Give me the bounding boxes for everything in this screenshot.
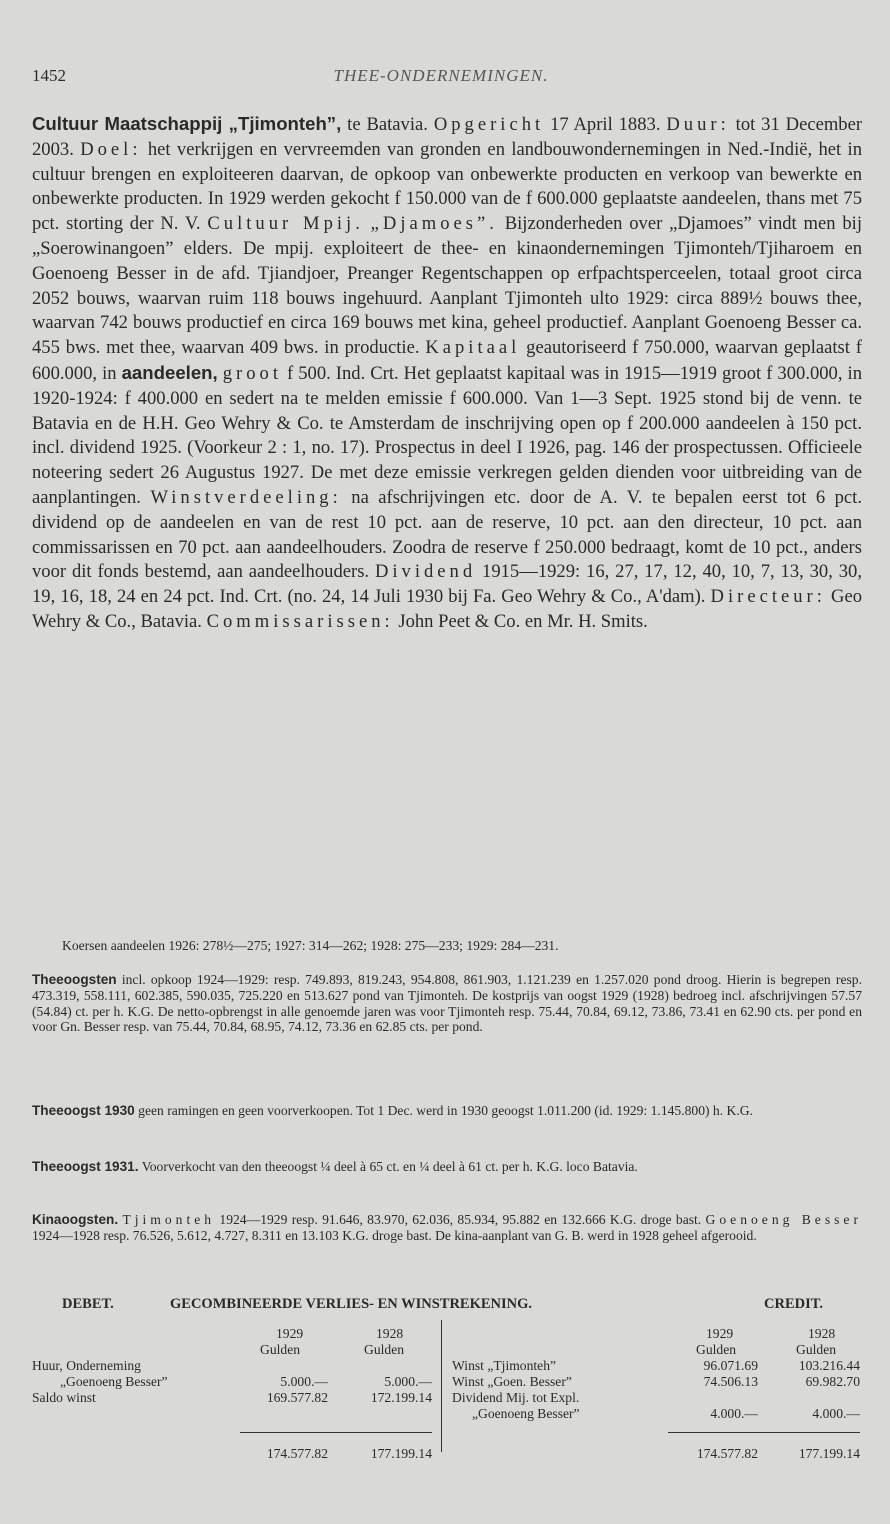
debet-label: DEBET. [62,1296,114,1312]
details-text: Bijzonderheden over „Djamoes” vindt men bij „Soerowinangoen” elders. De mpij. exploiteert de thee- en kinaondernemingen Tjimonteh/Tjiharoem en Goenoeng Besser in de afd. Tjiandjoer, Preanger Regentschappen op erfpachtsperceelen, totaal groot circa 2052 bouws, waarvan ruim 118 bouws ingehuurd. Aanplant Tjimonteh ulto 1929: circa 889½ bouws thee, waarvan 742 bouws productief en circa 169 bouws met kina, geheel productief. Aanplant Goenoeng Besser ca. 455 bws. met thee, waarvan 409 bws. in productie. [32,213,862,359]
kinaoogsten-label: Kinaoogsten. [32,1212,119,1227]
page-header [32,66,850,90]
right-row-1928: 4.000.— [812,1406,860,1421]
winstverdeeling-label: Winstverdeeling: [150,486,342,508]
company-description [32,112,862,635]
theeoogst-1931-text: Voorverkocht van den theeoogst ¼ deel à 65 ct. en ¼ deel à 61 ct. per h. K.G. loco Batavia. [141,1159,638,1174]
credit-label: CREDIT. [764,1296,823,1312]
right-row-label: Dividend Mij. tot Expl. [452,1390,580,1405]
left-row-1928: 5.000.— [384,1374,432,1389]
dividend-label: Dividend [374,561,477,583]
share-prices: Koersen aandeelen 1926: 278½—275; 1927: 314—262; 1928: 275—233; 1929: 284—231. [62,938,559,953]
left-row-label: Saldo winst [32,1390,96,1405]
directeur-label: Directeur: [710,586,826,608]
director-text: Geo Wehry & Co., Batavia. [32,586,862,632]
right-row-1928: 103.216.44 [798,1358,860,1373]
profit-loss-statement [32,1296,862,1461]
company-name: Cultuur Maatschappij „Tjimonteh”, [32,113,342,134]
purpose-text: het verkrijgen en vervreemden van gronden en landbouwondernemingen in Ned.-Indië, het in cultuur brengen en exploiteeren daarvan, de opkoop van onbewerkte producten en verkoop van bewerkte en onbewerkte producten. In 1929 werden gekocht f 150.000 van de f 600.000 geplaatste aandeelen, thans met 75 pct. storting der N. V. [32,138,863,235]
left-row-label: „Goenoeng Besser” [60,1374,168,1389]
left-row-1928: 172.199.14 [370,1390,432,1405]
right-row-label: „Goenoeng Besser” [472,1406,580,1421]
capital-text: geautoriseerd f 750.000, waarvan geplaatst f 600.000, in [32,337,862,384]
left-total-1928: 177.199.14 [370,1446,432,1461]
left-unit-1928: Gulden [364,1342,405,1357]
right-year-1928: 1928 [808,1326,836,1341]
goenoeng-label: Goenoeng Besser [705,1212,862,1227]
opgericht-label: Opgericht [433,114,545,135]
company-paragraph [32,112,862,635]
tjimonteh-label: Tjimonteh [122,1212,216,1227]
right-row-1928: 69.982.70 [805,1374,860,1389]
dividend-text: 1915—1929: 16, 27, 17, 12, 40, 10, 7, 13, 30, 30, 19, 16, 18, 24 en 24 pct. Ind. Crt. (no. 24, 14 Juli 1930 bij Fa. Geo Wehry & Co., A'dam). [32,561,862,608]
right-unit-1929: Gulden [696,1342,737,1357]
profit-distribution-text: na afschrijvingen etc. door de A. V. te bepalen eerst tot 6 pct. dividend op de aandeelen en van de rest 10 pct. aan de reserve, 10 pct. aan den directeur, 10 pct. aan commissarissen en 70 pct. aan aandeelhouders. Zoodra de reserve f 250.000 bedraagt, komt de 10 pct., anders voor dit fonds bestemd, aan aandeelhouders. [32,486,862,583]
left-total-1929: 174.577.82 [266,1446,328,1461]
theeoogst-1930-label: Theeoogst 1930 [32,1103,135,1118]
tea-harvest-1931-block [32,1159,862,1175]
right-total-rule [668,1432,860,1433]
theeoogst-1930-text: geen ramingen en geen voorverkoopen. Tot 1 Dec. werd in 1930 geoogst 1.011.200 (id. 1929: 1.145.800) h. K.G. [138,1103,753,1118]
commissarissen-label: Commissarissen: [206,610,394,632]
share-history-text: f 500. Ind. Crt. Het geplaatst kapitaal was in 1915—1919 groot f 300.000, in 1920-1924: f 400.000 en sedert na te melden emissie f 600.000. Van 1—3 Sept. 1925 stond bij de venn. te Batavia en de H.H. Geo Wehry & Co. te Amsterdam de inschrijving open op f 200.000 aandeelen à 150 pct. incl. dividend 1925. (Voorkeur 2 : 1, no. 17). Prospectus in deel I 1926, pag. 146 der prospectussen. Officieele noteering sedert 26 Augustus 1927. De met deze emissie verkregen gelden dienden voor uitbreiding van de aanplantingen. [32,362,862,508]
right-row-1929: 96.071.69 [703,1358,758,1373]
left-row-1929: 169.577.82 [266,1390,328,1405]
right-row-1929: 4.000.— [710,1406,758,1421]
kina-harvests-block [32,1212,862,1244]
statement-header [32,1296,862,1316]
left-unit-1929: Gulden [260,1342,301,1357]
tea-harvests-block [32,972,862,1035]
left-year-1928: 1928 [376,1326,404,1341]
left-year-1929: 1929 [276,1326,304,1341]
tea-harvest-1930-block [32,1103,862,1119]
right-row-label: Winst „Goen. Besser” [452,1374,572,1389]
cultuur-label: Cultuur Mpij. [207,213,364,235]
djamoes-label: „Djamoes”. [370,213,498,235]
duur-label: Duur: [666,114,730,135]
left-row-1929: 5.000.— [280,1374,328,1389]
commissioners-text: John Peet & Co. en Mr. H. Smits. [398,610,648,632]
right-row-label: Winst „Tjimonteh” [452,1358,557,1373]
left-total-rule [240,1432,432,1433]
kinaoogsten-text-b: 1924—1928 resp. 76.526, 5.612, 4.727, 8.311 en 13.103 K.G. droge bast. De kina-aanplant van G. B. werd in 1928 geheel afgerooid. [32,1227,757,1243]
page-number: 1452 [32,66,66,85]
location-text: te Batavia. [347,114,428,135]
theeoogsten-text: incl. opkoop 1924—1929: resp. 749.893, 819.243, 954.808, 861.903, 1.121.239 en 1.257.020 pond droog. Hierin is begrepen resp. 473.319, 558.111, 602.385, 590.035, 725.220 en 513.627 pond van Tjimonteh. De kostprijs van oogst 1929 (1928) bedroeg incl. afschrijvingen 57.57 (54.84) ct. per h. K.G. De netto-opbrengst in alle genoemde jaren was voor Tjimonteh resp. 75.44, 70.84, 69.12, 73.86, 73.41 en 62.90 cts. per pond en voor Gn. Besser resp. van 75.44, 70.84, 68.95, 74.12, 73.36 en 62.85 cts. per pond. [32,972,862,1035]
right-total-1929: 174.577.82 [696,1446,758,1461]
founded-text: 17 April 1883. [550,114,661,135]
kapitaal-label: Kapitaal [425,337,521,359]
right-unit-1928: Gulden [796,1342,837,1357]
right-row-1929: 74.506.13 [703,1374,758,1389]
left-row-label: Huur, Onderneming [32,1358,141,1373]
groot-label: groot [222,362,282,384]
right-year-1929: 1929 [706,1326,734,1341]
theeoogsten-label: Theeoogsten [32,972,117,987]
right-total-1928: 177.199.14 [798,1446,860,1461]
column-divider [441,1320,442,1452]
theeoogst-1931-label: Theeoogst 1931. [32,1159,139,1174]
statement-title: GECOMBINEERDE VERLIES- EN WINSTREKENING. [170,1296,533,1312]
doel-label: Doel: [80,138,142,160]
running-title: THEE-ONDERNEMINGEN. [333,66,549,85]
kinaoogsten-text-a: 1924—1929 resp. 91.646, 83.970, 62.036, 85.934, 95.882 en 132.666 K.G. droge bast. [219,1212,702,1227]
aandeelen-label: aandeelen, [121,361,218,383]
duration-text: tot 31 December 2003. [32,114,863,160]
